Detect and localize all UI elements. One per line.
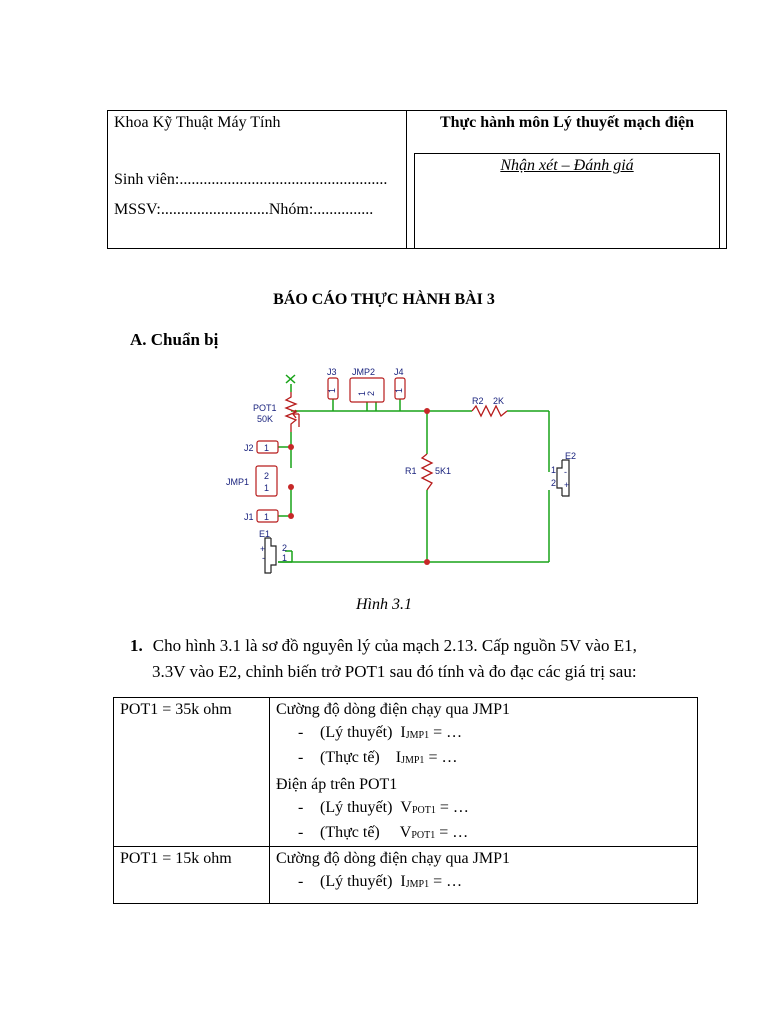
e2-pin2: 2 [551,478,557,488]
e2-minus: - [564,467,567,477]
label-j1: J1 [244,512,254,522]
e2-pin1: 1 [551,465,557,475]
j2-pin: 1 [264,443,270,453]
label-jmp1: JMP1 [226,477,250,487]
row1-current-theory: - (Lý thuyết) $I_{JMP1}$ = … [298,724,463,741]
student-label: Sinh viên: [114,171,180,188]
jmp1-pin2: 2 [264,471,270,481]
figure-caption: Hình 3.1 [356,596,412,613]
label-r1-value: 5K1 [435,466,452,476]
row2-content [270,847,698,904]
r1-symbol [422,454,432,490]
label-pot1-value: 50K [257,414,274,424]
row1-current-actual: - (Thực tế) $I_{JMP1}$ = … [298,749,458,766]
evaluation-label: Nhận xét – Đánh giá [500,157,634,174]
label-r2: R2 [472,396,484,406]
label-j3: J3 [327,367,337,377]
question-number: 1. [130,636,143,655]
row1-voltage-theory: - (Lý thuyết) $V_{POT1}$ = … [298,799,469,816]
row1-label: POT1 = 35k ohm [114,698,270,847]
current-heading: Cường độ dòng điện chạy qua JMP1 [276,850,511,867]
e2-plus: + [564,480,570,490]
label-pot1: POT1 [253,403,277,413]
e1-plus: + [260,544,266,554]
label-e2: E2 [565,451,577,461]
jmp2-pin2: 2 [366,390,376,396]
j1-pin: 1 [264,512,270,522]
mssv-dots: ........................... [160,201,269,218]
voltage-heading: Điện áp trên POT1 [276,776,398,793]
row2-label: POT1 = 15k ohm [114,847,270,904]
label-e1: E1 [259,529,271,539]
e1-pin2: 2 [282,543,288,553]
measurement-table [113,697,698,904]
group-dots: ............... [313,201,374,218]
question-1 [130,633,637,685]
course-title: Thực hành môn Lý thuyết mạch điện [439,114,695,131]
circuit-schematic [222,364,582,579]
label-r1: R1 [405,466,417,476]
faculty-name: Khoa Kỹ Thuật Máy Tính [114,114,281,131]
student-dots: .................................................... [179,171,388,188]
question-line-1: Cho hình 3.1 là sơ đồ nguyên lý của mạch 2.13. Cấp nguồn 5V vào E1, [152,636,637,655]
label-j2: J2 [244,443,254,453]
e1-pin1: 1 [282,553,288,563]
r2-symbol [472,406,507,416]
j3-pin: 1 [327,387,337,393]
question-line-2: 3.3V vào E2, chỉnh biến trở POT1 sau đó tính và đo đạc các giá trị sau: [152,662,637,681]
group-label: Nhóm: [268,201,314,218]
pot1-symbol [286,392,299,432]
row1-content [270,698,698,847]
mssv-field [114,201,373,219]
jmp2-pin1: 1 [357,390,367,396]
table-row [114,698,698,847]
student-field [114,171,387,189]
current-heading: Cường độ dòng điện chạy qua JMP1 [276,701,511,718]
jmp1-pin1: 1 [264,483,270,493]
row1-voltage-actual: - (Thực tế) $V_{POT1}$ = … [298,824,469,841]
row2-current-theory: - (Lý thuyết) $I_{JMP1}$ = … [298,873,463,890]
j4-pin: 1 [394,387,404,393]
label-jmp2: JMP2 [352,367,376,377]
section-heading: A. Chuẩn bị [130,330,219,349]
label-j4: J4 [394,367,404,377]
label-r2-value: 2K [493,396,505,406]
table-row [114,847,698,904]
mssv-label: MSSV: [114,201,161,218]
report-title: BÁO CÁO THỰC HÀNH BÀI 3 [273,291,495,308]
e1-minus: - [262,553,265,563]
